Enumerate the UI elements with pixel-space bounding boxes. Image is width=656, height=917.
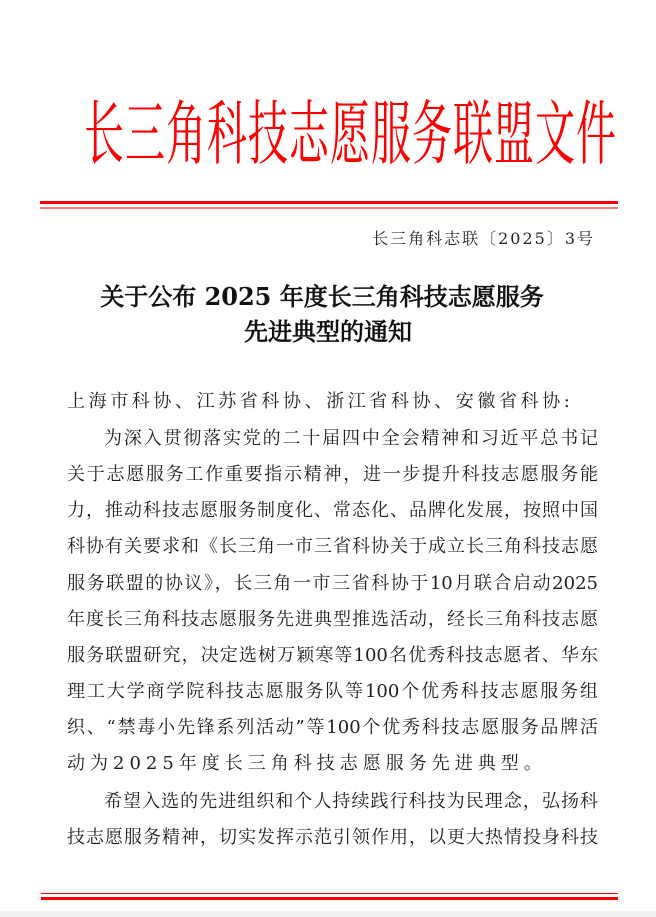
masthead-title: 长三角科技志愿服务联盟文件 — [84, 94, 617, 176]
document-number: 长三角科志联〔2025〕3号 — [372, 229, 595, 248]
body-line: 力，推动科技志愿服务制度化、常态化、品牌化发展，按照中国 — [67, 500, 598, 521]
body-line: 织、“禁毒小先锋系列活动”等100个优秀科技志愿服务品牌活 — [67, 717, 598, 738]
body-line: 关于志愿服务工作重要指示精神，进一步提升科技志愿服务能 — [67, 464, 598, 485]
body-line: 理工大学商学院科技志愿服务队等100个优秀科技志愿服务组 — [67, 681, 598, 702]
notice-title-line-1: 关于公布 2025 年度长三角科技志愿服务 — [100, 282, 544, 311]
header-divider-thick — [40, 201, 618, 204]
masthead — [84, 94, 617, 180]
body-line: 为深入贯彻落实党的二十届四中全会精神和习近平总书记 — [104, 428, 598, 449]
body-line: 科协有关要求和《长三角一市三省科协关于成立长三角科技志愿 — [67, 536, 598, 557]
body-line: 服务联盟研究，决定选树万颖寒等100名优秀科技志愿者、华东 — [67, 645, 598, 666]
body-line: 年度长三角科技志愿服务先进典型推选活动，经长三角科技志愿 — [67, 609, 598, 630]
header-divider-thin — [40, 207, 618, 209]
body-line: 希望入选的先进组织和个人持续践行科技为民理念，弘扬科 — [104, 791, 598, 812]
body-line: 服务联盟的协议》，长三角一市三省科协于10月联合启动2025 — [67, 573, 598, 594]
notice-title-line-2: 先进典型的通知 — [244, 317, 412, 346]
salutation: 上海市科协、江苏省科协、浙江省科协、安徽省科协: — [67, 391, 574, 412]
body-line: 技志愿服务精神，切实发挥示范引领作用，以更大热情投身科技 — [67, 827, 598, 848]
body-line: 动为2025年度长三角科技志愿服务先进典型。 — [67, 753, 547, 774]
footer-divider-thin — [41, 893, 618, 894]
footer-divider-thick — [41, 897, 618, 900]
